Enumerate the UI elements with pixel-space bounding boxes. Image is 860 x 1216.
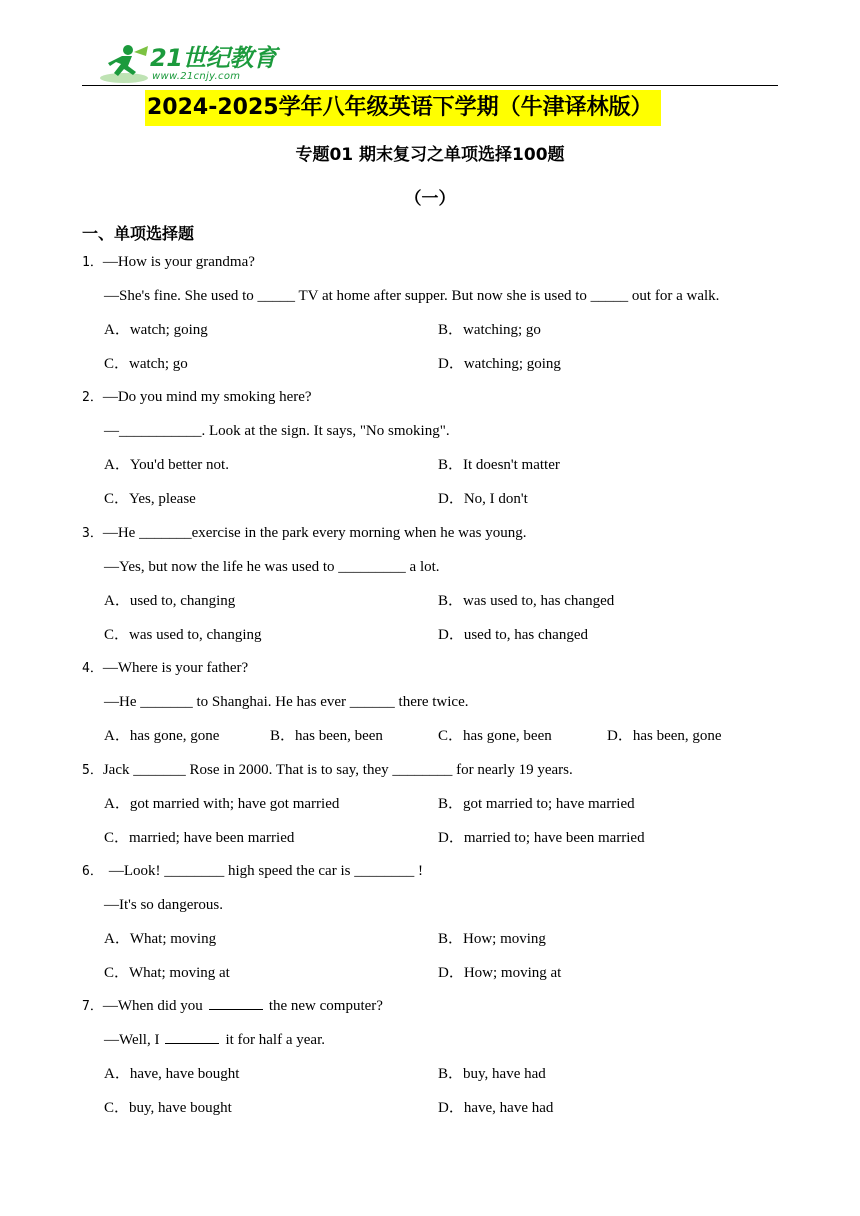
option-b[interactable]: B．How; moving — [438, 931, 546, 947]
option-a[interactable]: A．used to, changing — [104, 593, 236, 609]
option-c[interactable]: C．What; moving at — [104, 965, 230, 981]
answer-blank[interactable] — [209, 995, 263, 1010]
question-number: 6． — [82, 864, 103, 879]
option-a[interactable]: A．have, have bought — [104, 1066, 240, 1082]
option-a[interactable]: A．You'd better not. — [104, 457, 229, 473]
question-7-stem: 7．—When did you the new computer? — [82, 995, 383, 1018]
question-text: —When did you — [102, 998, 203, 1014]
header-divider — [82, 85, 778, 86]
question-text: —Do you mind my smoking here? — [102, 389, 312, 405]
question-text: —How is your grandma? — [102, 254, 255, 270]
option-b[interactable]: B．It doesn't matter — [438, 457, 560, 473]
option-d[interactable]: D．has been, gone — [607, 728, 722, 744]
option-d[interactable]: D．have, have had — [438, 1100, 554, 1116]
question-3-stem — [82, 522, 526, 545]
question-6-stem — [82, 860, 423, 883]
question-1-line-2: —She's fine. She used to _____ TV at home after supper. But now she is used to _____ out for a walk. — [104, 288, 720, 304]
question-number: 4． — [82, 661, 103, 676]
question-7-line-2: —Well, I it for half a year. — [104, 1029, 325, 1051]
question-text: Jack _______ Rose in 2000. That is to say, they ________ for nearly 19 years. — [102, 762, 573, 778]
part-label: （一） — [404, 189, 456, 209]
page-title: 2024-2025学年八年级英语下学期（牛津译林版） — [145, 90, 661, 126]
section-heading: 一、单项选择题 — [82, 224, 195, 243]
question-2-stem — [82, 386, 312, 409]
question-text: —He _______exercise in the park every morning when he was young. — [102, 525, 527, 541]
runner-icon — [98, 42, 152, 86]
option-d[interactable]: D．No, I don't — [438, 491, 528, 507]
option-a[interactable]: A．got married with; have got married — [104, 796, 340, 812]
option-c[interactable]: C．has gone, been — [438, 728, 552, 744]
question-number: 5． — [82, 763, 103, 778]
page-subtitle: 专题01 期末复习之单项选择100题 — [295, 145, 565, 165]
option-c[interactable]: C．married; have been married — [104, 830, 295, 846]
question-3-line-2: —Yes, but now the life he was used to _________ a lot. — [104, 559, 440, 575]
question-5-stem — [82, 759, 573, 782]
brand-logo — [98, 42, 277, 86]
option-b[interactable]: B．has been, been — [270, 728, 383, 744]
question-6-line-2: —It's so dangerous. — [104, 897, 223, 913]
logo-url: www.21cnjy.com — [152, 71, 241, 82]
option-b[interactable]: B．got married to; have married — [438, 796, 635, 812]
question-4-line-2: —He _______ to Shanghai. He has ever ______ there twice. — [104, 694, 469, 710]
question-number: 2． — [82, 390, 103, 405]
logo-wordmark: 21世纪教育 — [150, 44, 277, 72]
option-b[interactable]: B．buy, have had — [438, 1066, 546, 1082]
option-b[interactable]: B．watching; go — [438, 322, 541, 338]
question-2-line-2: —___________. Look at the sign. It says, "No smoking". — [104, 423, 450, 439]
option-c[interactable]: C．watch; go — [104, 356, 188, 372]
question-text: —Look! ________ high speed the car is ________ ! — [108, 863, 423, 879]
option-a[interactable]: A．What; moving — [104, 931, 217, 947]
option-d[interactable]: D．How; moving at — [438, 965, 562, 981]
question-text: —Where is your father? — [102, 660, 249, 676]
question-4-stem — [82, 657, 248, 680]
question-number: 3． — [82, 526, 103, 541]
option-a[interactable]: A．has gone, gone — [104, 728, 220, 744]
option-d[interactable]: D．used to, has changed — [438, 627, 588, 643]
question-number: 7． — [82, 999, 103, 1014]
option-b[interactable]: B．was used to, has changed — [438, 593, 615, 609]
question-1-stem — [82, 251, 255, 274]
question-number: 1． — [82, 255, 103, 270]
answer-blank[interactable] — [165, 1029, 219, 1044]
option-c[interactable]: C．was used to, changing — [104, 627, 262, 643]
option-c[interactable]: C．buy, have bought — [104, 1100, 232, 1116]
option-c[interactable]: C．Yes, please — [104, 491, 196, 507]
option-d[interactable]: D．watching; going — [438, 356, 561, 372]
option-d[interactable]: D．married to; have been married — [438, 830, 645, 846]
option-a[interactable]: A．watch; going — [104, 322, 208, 338]
